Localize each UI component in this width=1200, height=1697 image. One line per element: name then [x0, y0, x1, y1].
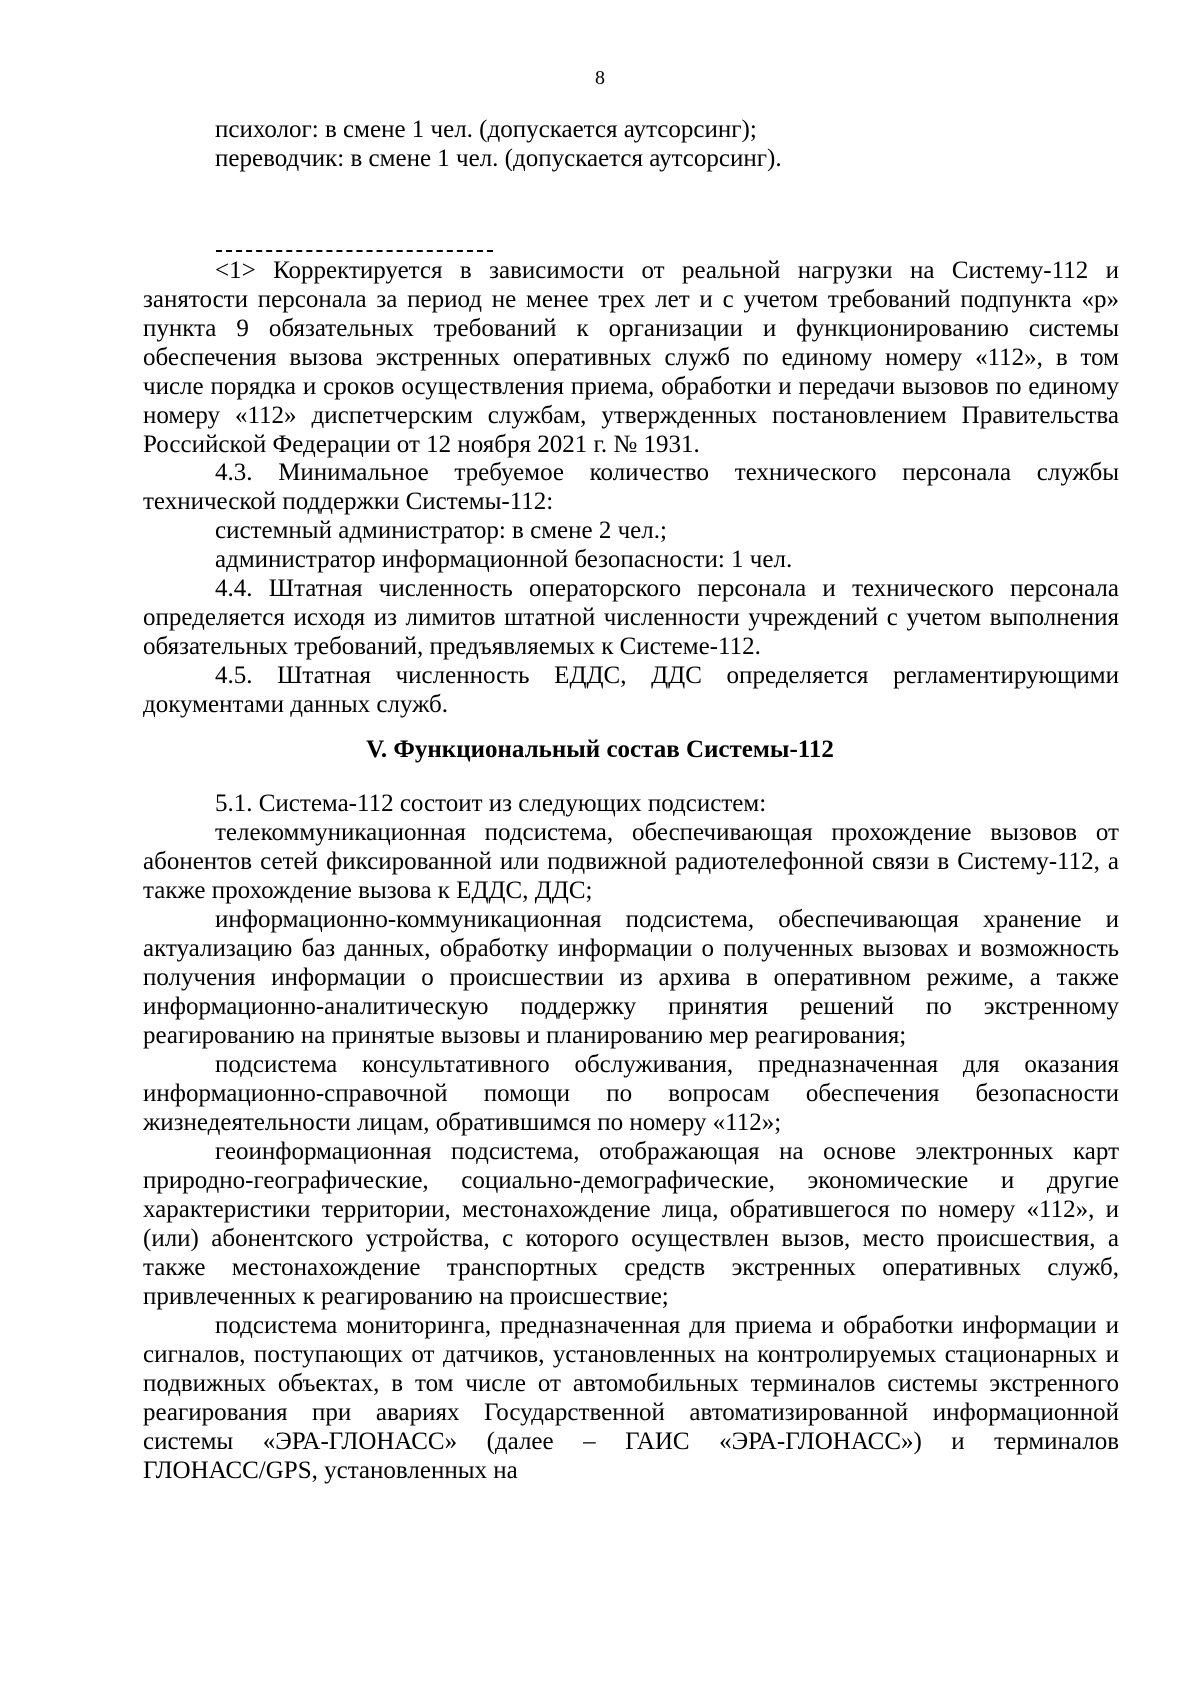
list-item-psychologist: психолог: в смене 1 чел. (допускается аутсорсинг); [215, 116, 757, 143]
section-heading: V. Функциональный состав Системы-112 [366, 736, 834, 763]
paragraph-4-3: 4.3. Минимальное требуемое количество технического персонала службы технической поддержки Системы-112: [143, 459, 1119, 515]
subsystem-consulting: подсистема консультативного обслуживания, предназначенная для оказания информационно-справочной помощи по вопросам обеспечения безопасности жизнедеятельности лицам, обратившимся по номеру «112»; [143, 1051, 1119, 1136]
footnote-text: <1> Корректируется в зависимости от реальной нагрузки на Систему-112 и занятости персонала за период не менее трех лет и с учетом требований подпункта «р» пункта 9 обязательных требований к организации и функционированию системы обеспечения вызова экстренных оперативных служб по единому номеру «112», в том числе порядка и сроков осуществления приема, обработки и передачи вызовов по единому номеру «112» диспетчерским службам, утвержденных постановлением Правительства Российской Федерации от 12 ноября 2021 г. № 1931. [143, 257, 1119, 458]
subsystem-info-comm: информационно-коммуникационная подсистема, обеспечивающая хранение и актуализацию баз данных, обработку информации о полученных вызовах и возможность получения информации о происшествии из архива в оперативном режиме, а также информационно-аналитическую поддержку принятия решений по экстренному реагированию на принятые вызовы и планированию мер реагирования; [143, 906, 1119, 1049]
subsystem-monitoring: подсистема мониторинга, предназначенная для приема и обработки информации и сигналов, поступающих от датчиков, установленных на контролируемых стационарных и подвижных объектах, в том числе от автомобильных терминалов системы экстренного реагирования при авариях Государственной автоматизированной информационной системы «ЭРА-ГЛОНАСС» (далее – ГАИС «ЭРА-ГЛОНАСС») и терминалов ГЛОНАСС/GPS, установленных на [143, 1312, 1119, 1484]
page-number: 8 [595, 67, 605, 89]
section-5-block [143, 789, 1119, 1485]
footnote-divider [216, 250, 493, 252]
staff-list-continuation [143, 115, 1119, 173]
list-item-security-admin: администратор информационной безопасности: 1 чел. [215, 546, 793, 573]
subsystem-telecom: телекоммуникационная подсистема, обеспечивающая прохождение вызовов от абонентов сетей фиксированной или подвижной радиотелефонной связи в Систему-112, а также прохождение вызова к ЕДДС, ДДС; [143, 819, 1119, 904]
footnote-block [143, 256, 1119, 459]
paragraph-4-4: 4.4. Штатная численность операторского персонала и технического персонала определяется исходя из лимитов штатной численности учреждений с учетом выполнения обязательных требований, предъявляемых к Системе-112. [143, 575, 1119, 660]
list-item-sysadmin: системный администратор: в смене 2 чел.; [215, 517, 667, 544]
list-item-translator: переводчик: в смене 1 чел. (допускается аутсорсинг). [215, 145, 782, 172]
paragraph-4-5: 4.5. Штатная численность ЕДДС, ДДС определяется регламентирующими документами данных служб. [143, 662, 1119, 718]
subsystem-geoinfo: геоинформационная подсистема, отображающая на основе электронных карт природно-географические, социально-демографические, экономические и другие характеристики территории, местонахождение лица, обратившегося по номеру «112», и (или) абонентского устройства, с которого осуществлен вызов, место происшествия, а также местонахождение транспортных средств экстренных оперативных служб, привлеченных к реагированию на происшествие; [143, 1138, 1119, 1310]
section-4-block [143, 458, 1119, 719]
paragraph-5-1: 5.1. Система-112 состоит из следующих подсистем: [215, 790, 767, 817]
